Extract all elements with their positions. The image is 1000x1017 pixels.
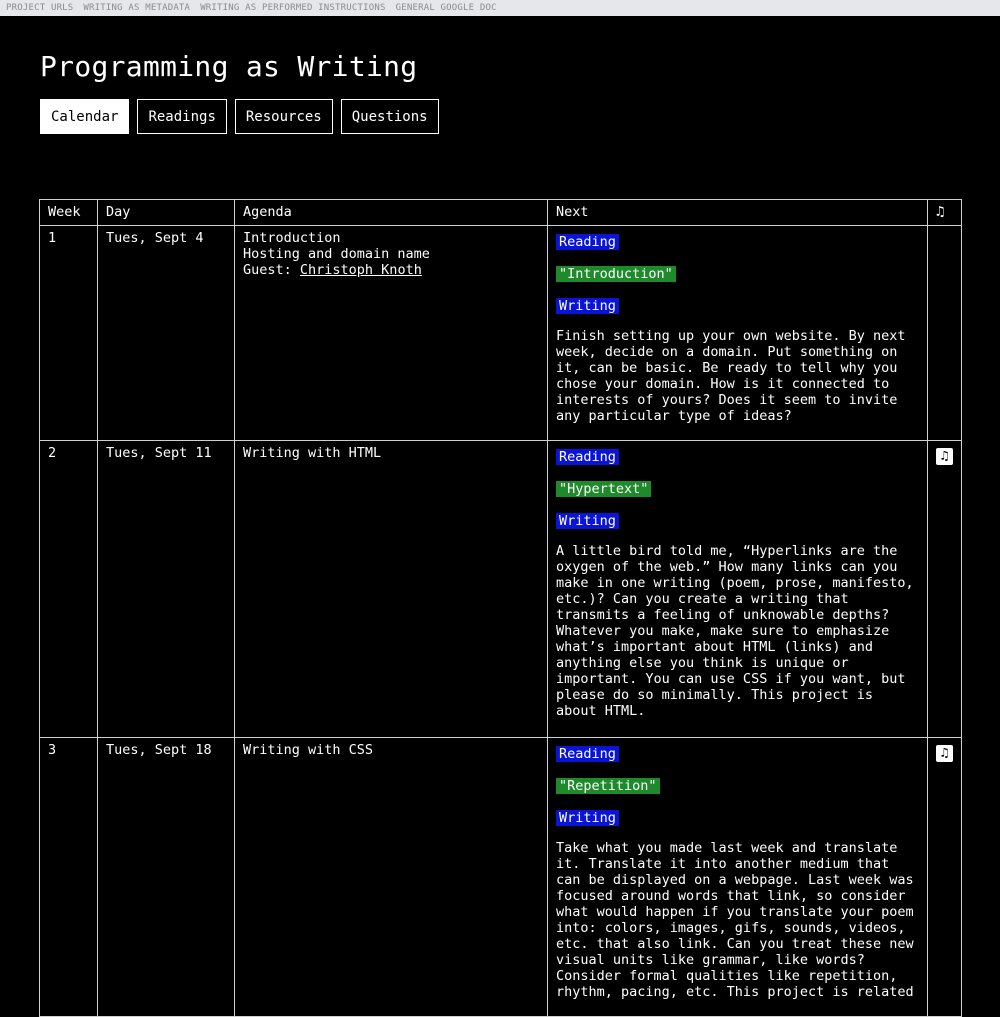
nav-writing-as-performed-instructions[interactable]: WRITING AS PERFORMED INSTRUCTIONS	[200, 3, 386, 13]
header-week: Week	[40, 200, 98, 226]
table-header-row	[40, 200, 962, 226]
agenda-item: Writing with CSS	[243, 742, 374, 758]
calendar-table	[39, 199, 962, 1017]
table-row	[40, 441, 962, 738]
reading-label: Reading	[556, 234, 619, 250]
nav-general-google-doc[interactable]: GENERAL GOOGLE DOC	[395, 3, 497, 13]
writing-prompt: Take what you made last week and translate it. Translate it into another medium that can be displayed on a webpage. Last week was focused around words that link, so consider what would happen if you translate your poem into: colors, images, gifs, sounds, videos, etc. that also link. Can you treat these new visual units like grammar, like words? Consider formal qualities like repetition, rhythm, pacing, etc. This project is related	[556, 840, 914, 1000]
tab-questions[interactable]: Questions	[341, 99, 439, 134]
music-note-icon: ♫	[936, 204, 945, 220]
header-music	[928, 200, 962, 226]
reading-label: Reading	[556, 449, 619, 465]
nav-project-urls[interactable]: PROJECT URLS	[6, 3, 74, 13]
music-note-icon[interactable]: ♫	[936, 745, 953, 762]
writing-label: Writing	[556, 513, 619, 529]
music-cell	[928, 441, 962, 738]
top-nav	[0, 0, 1000, 16]
page-title: Programming as Writing	[40, 50, 418, 83]
day-cell: Tues, Sept 4	[98, 226, 235, 441]
agenda-cell	[235, 441, 548, 738]
writing-label: Writing	[556, 298, 619, 314]
tab-bar	[40, 99, 447, 134]
day-cell: Tues, Sept 11	[98, 441, 235, 738]
writing-label: Writing	[556, 810, 619, 826]
writing-prompt: A little bird told me, “Hyperlinks are the oxygen of the web.” How many links can you make in one writing (poem, prose, manifesto, etc.)? Can you create a writing that transmits a feeling of unknowable depths? Whatever you make, make sure to emphasize what’s important about HTML (links) and anything else you think is unique or important. You can use CSS if you want, but please do so minimally. This project is about HTML.	[556, 543, 914, 719]
music-cell	[928, 738, 962, 1017]
agenda-cell	[235, 738, 548, 1017]
writing-prompt: Finish setting up your own website. By next week, decide on a domain. Put something on it, can be basic. Be ready to tell why you chose your domain. How is it connected to interests of yours? Does it seem to invite any particular type of ideas?	[556, 328, 906, 424]
reading-label: Reading	[556, 746, 619, 762]
reading-title-link[interactable]: "Introduction"	[556, 266, 676, 282]
guest-link[interactable]: Christoph Knoth	[299, 262, 422, 278]
guest-label: Guest:	[243, 262, 300, 278]
agenda-item: Introduction	[243, 230, 341, 246]
tab-resources[interactable]: Resources	[235, 99, 333, 134]
header-agenda: Agenda	[235, 200, 548, 226]
agenda-item: Writing with HTML	[243, 445, 382, 461]
next-cell	[548, 441, 928, 738]
week-cell: 3	[40, 738, 98, 1017]
music-note-icon[interactable]: ♫	[936, 448, 953, 465]
day-cell: Tues, Sept 18	[98, 738, 235, 1017]
table-row	[40, 226, 962, 441]
next-cell	[548, 226, 928, 441]
reading-title-link[interactable]: "Repetition"	[556, 778, 660, 794]
week-cell: 2	[40, 441, 98, 738]
next-cell	[548, 738, 928, 1017]
reading-title-link[interactable]: "Hypertext"	[556, 481, 651, 497]
music-cell	[928, 226, 962, 441]
tab-readings[interactable]: Readings	[137, 99, 226, 134]
tab-calendar[interactable]: Calendar	[40, 99, 129, 134]
agenda-cell	[235, 226, 548, 441]
table-row	[40, 738, 962, 1017]
header-day: Day	[98, 200, 235, 226]
agenda-item: Hosting and domain name	[243, 246, 430, 262]
agenda-guest	[243, 262, 539, 278]
week-cell: 1	[40, 226, 98, 441]
nav-writing-as-metadata[interactable]: WRITING AS METADATA	[83, 3, 191, 13]
header-next: Next	[548, 200, 928, 226]
